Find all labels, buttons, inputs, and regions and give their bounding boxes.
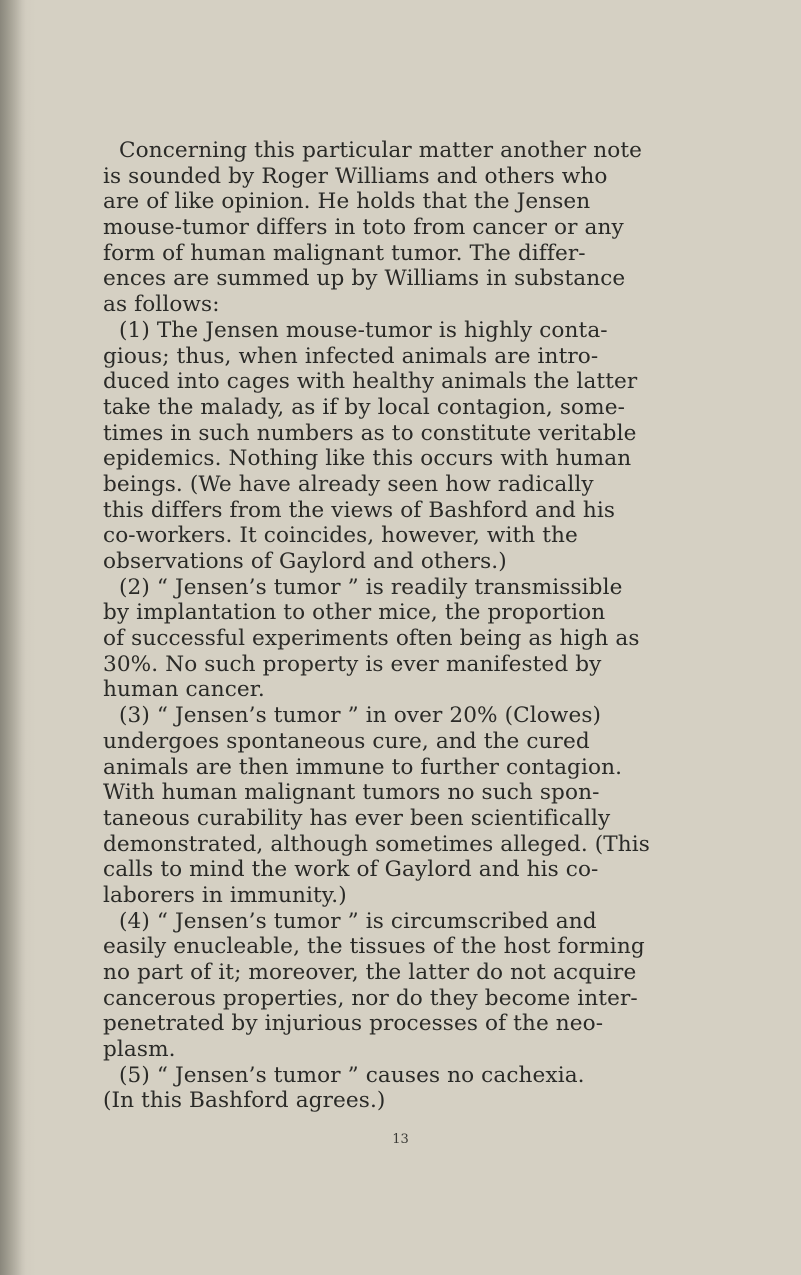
text-line: ences are summed up by Williams in substance xyxy=(103,266,626,292)
text-line: form of human malignant tumor. The differ- xyxy=(103,240,586,266)
text-line: as follows: xyxy=(103,292,220,318)
text-line: penetrated by injurious processes of the neo- xyxy=(103,1011,604,1037)
text-line: easily enucleable, the tissues of the host forming xyxy=(103,934,645,960)
text-line: mouse-tumor differs in toto from cancer or any xyxy=(103,215,624,241)
text-line: 30%. No such property is ever manifested by xyxy=(103,651,602,677)
text-line: undergoes spontaneous cure, and the cured xyxy=(103,728,590,754)
body-text xyxy=(103,138,753,1114)
text-line: no part of it; moreover, the latter do not acquire xyxy=(103,960,637,985)
text-line: taneous curability has ever been scientifically xyxy=(103,805,611,831)
text-line: gious; thus, when infected animals are intro- xyxy=(103,343,599,369)
text-line: take the malady, as if by local contagion, some- xyxy=(103,394,625,420)
text-line: (In this Bashford agrees.) xyxy=(103,1088,386,1114)
text-line: (3) “ Jensen’s tumor ” in over 20% (Clowes) xyxy=(119,703,602,729)
text-line: epidemics. Nothing like this occurs with human xyxy=(103,446,632,472)
text-line: co-workers. It coincides, however, with the xyxy=(103,523,578,549)
text-line: (1) The Jensen mouse-tumor is highly conta- xyxy=(119,317,608,343)
text-line: (5) “ Jensen’s tumor ” causes no cachexia. xyxy=(119,1062,585,1088)
text-line: (4) “ Jensen’s tumor ” is circumscribed and xyxy=(119,908,597,934)
text-line: laborers in immunity.) xyxy=(103,882,347,908)
text-line: times in such numbers as to constitute veritable xyxy=(103,420,637,446)
text-line: Concerning this particular matter another note xyxy=(119,138,643,163)
text-line: cancerous properties, nor do they become inter- xyxy=(103,985,638,1011)
text-line: of successful experiments often being as high as xyxy=(103,626,640,652)
text-line: is sounded by Roger Williams and others who xyxy=(103,163,608,189)
text-line: plasm. xyxy=(103,1037,176,1063)
text-line: duced into cages with healthy animals the latter xyxy=(103,369,638,395)
text-line: by implantation to other mice, the proportion xyxy=(103,600,606,626)
text-line: are of like opinion. He holds that the Jensen xyxy=(103,189,591,215)
text-line: human cancer. xyxy=(103,677,265,703)
text-line: animals are then immune to further contagion. xyxy=(103,754,623,780)
text-line: beings. (We have already seen how radically xyxy=(103,471,594,497)
text-line: this differs from the views of Bashford and his xyxy=(103,497,616,523)
text-line: With human malignant tumors no such spon- xyxy=(103,780,600,806)
binding-shadow xyxy=(0,0,26,1275)
page-number: 13 xyxy=(392,1132,409,1147)
text-line: observations of Gaylord and others.) xyxy=(103,549,507,574)
text-line: (2) “ Jensen’s tumor ” is readily transmissible xyxy=(119,574,623,600)
text-line: calls to mind the work of Gaylord and his co- xyxy=(103,857,599,883)
text-line: demonstrated, although sometimes alleged. (This xyxy=(103,831,650,857)
